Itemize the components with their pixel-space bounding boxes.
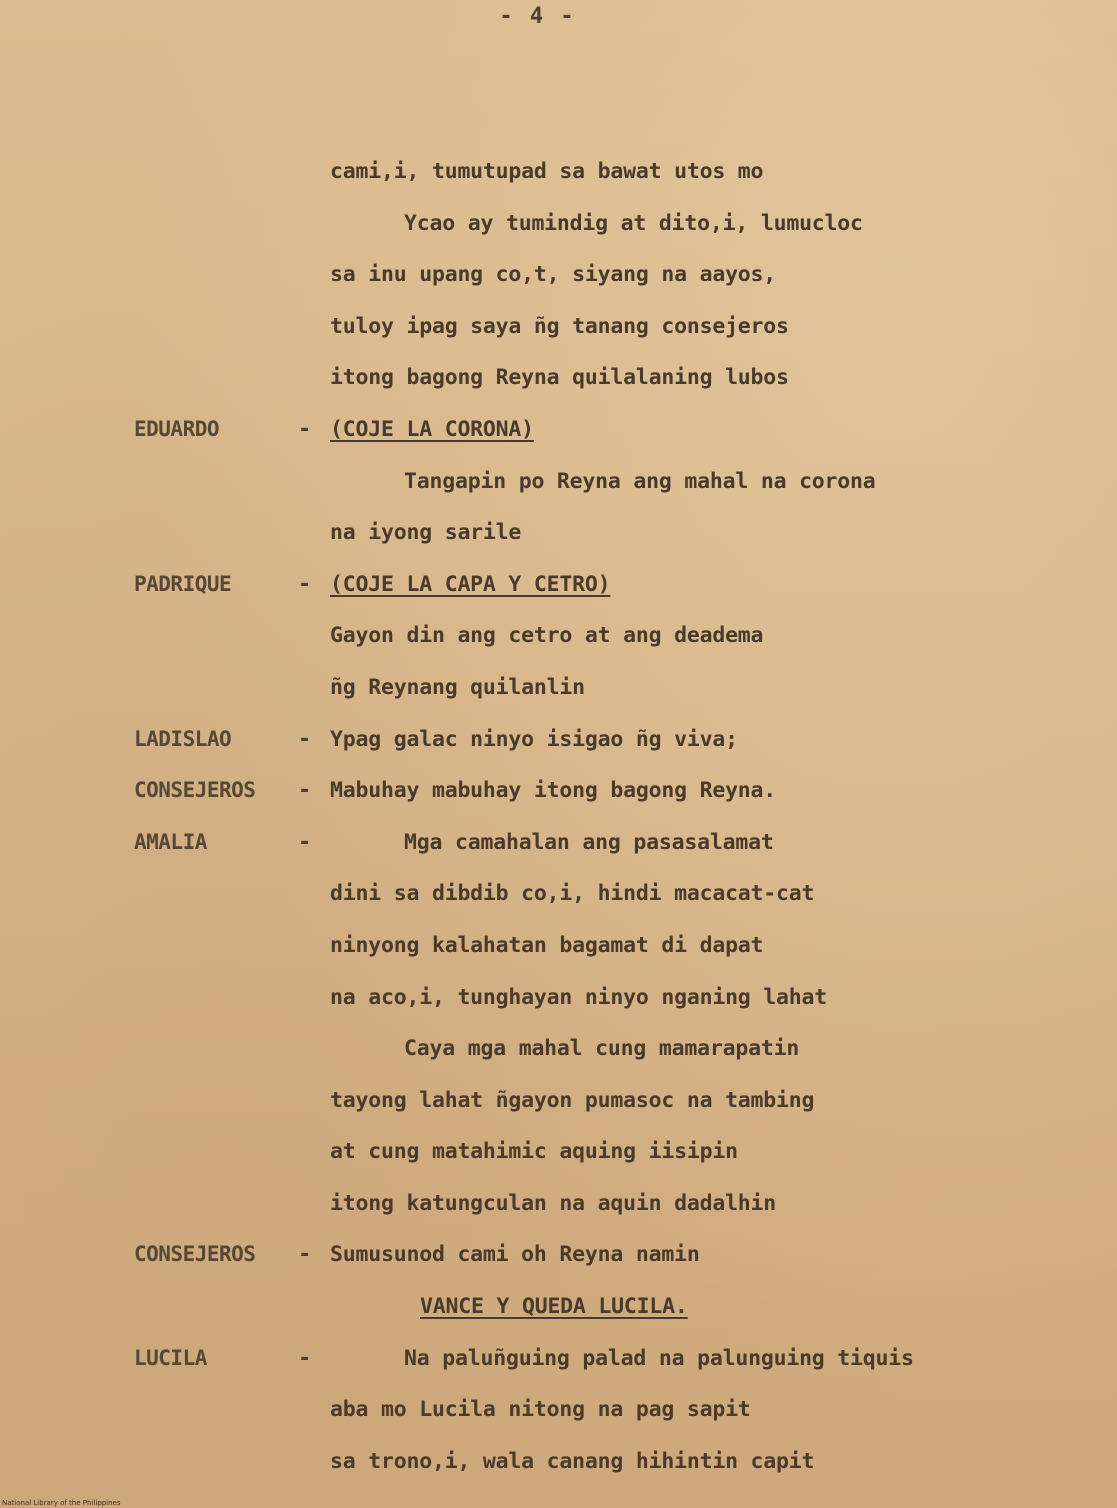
script-line	[0, 404, 1117, 456]
script-line	[0, 559, 1117, 611]
dialogue-text: Na paluñguing palad na palunguing tiquis	[404, 1345, 914, 1371]
stage-direction: VANCE Y QUEDA LUCILA.	[420, 1294, 688, 1320]
speaker-name: LUCILA	[134, 1345, 207, 1370]
dialogue-text: ñg Reynang quilanlin	[330, 674, 585, 700]
script-line	[0, 1023, 1117, 1075]
script-line	[0, 610, 1117, 662]
speaker-name: CONSEJEROS	[134, 778, 256, 803]
dialogue-text: Ypag galac ninyo isigao ñg viva;	[330, 726, 738, 752]
dialogue-text: cami,i, tumutupad sa bawat utos mo	[330, 159, 764, 184]
script-line	[0, 765, 1117, 817]
dialogue-text: aba mo Lucila nitong na pag sapit	[330, 1397, 751, 1423]
script-line	[0, 1229, 1117, 1281]
dialogue-text: Mabuhay mabuhay itong bagong Reyna.	[330, 778, 777, 804]
dialogue-text: ninyong kalahatan bagamat di dapat	[330, 932, 764, 958]
script-line	[0, 1384, 1117, 1436]
dialogue-text: Mga camahalan ang pasasalamat	[404, 829, 774, 855]
dialogue-text: Tangapin po Reyna ang mahal na corona	[404, 468, 876, 494]
dialogue-text: tuloy ipag saya ñg tanang consejeros	[330, 313, 789, 339]
script-line	[0, 146, 1117, 198]
script-line	[0, 456, 1117, 508]
dialogue-text: dini sa dibdib co,i, hindi macacat-cat	[330, 881, 815, 907]
speaker-name: PADRIQUE	[134, 571, 232, 596]
speaker-dash: -	[298, 829, 312, 855]
script-line	[0, 1075, 1117, 1127]
script-line	[0, 868, 1117, 920]
script-line	[0, 1281, 1117, 1333]
script-line	[0, 198, 1117, 250]
script-body	[0, 146, 1117, 1487]
page-number: - 4 -	[499, 4, 576, 29]
script-line	[0, 972, 1117, 1024]
script-line	[0, 1333, 1117, 1385]
dialogue-text: Caya mga mahal cung mamarapatin	[404, 1036, 800, 1062]
script-line	[0, 249, 1117, 301]
speaker-dash: -	[298, 571, 312, 597]
dialogue-text: na iyong sarile	[330, 520, 522, 546]
dialogue-text: Ycao ay tumindig at dito,i, lumucloc	[404, 210, 863, 236]
script-line	[0, 714, 1117, 766]
speaker-name: LADISLAO	[134, 726, 232, 751]
dialogue-text: itong bagong Reyna quilalaning lubos	[330, 365, 789, 391]
dialogue-text: sa inu upang co,t, siyang na aayos,	[330, 262, 777, 288]
dialogue-text: sa trono,i, wala canang hihintin capit	[330, 1448, 815, 1474]
dialogue-text: na aco,i, tunghayan ninyo nganing lahat	[330, 984, 828, 1010]
stage-direction: (COJE LA CAPA Y CETRO)	[330, 571, 611, 597]
script-line	[0, 1436, 1117, 1488]
archive-credit: National Library of the Philippines	[2, 1499, 121, 1507]
dialogue-text: Gayon din ang cetro at ang deadema	[330, 623, 764, 649]
stage-direction: (COJE LA CORONA)	[330, 416, 534, 442]
dialogue-text: tayong lahat ñgayon pumasoc na tambing	[330, 1087, 815, 1113]
script-line	[0, 1126, 1117, 1178]
speaker-name: AMALIA	[134, 829, 207, 854]
script-line	[0, 662, 1117, 714]
speaker-dash: -	[298, 778, 312, 804]
script-line	[0, 1178, 1117, 1230]
script-line	[0, 352, 1117, 404]
dialogue-text: itong katungculan na aquin dadalhin	[330, 1190, 777, 1216]
dialogue-text: at cung matahimic aquing iisipin	[330, 1139, 738, 1165]
script-line	[0, 507, 1117, 559]
script-line	[0, 301, 1117, 353]
speaker-name: CONSEJEROS	[134, 1242, 256, 1267]
speaker-dash: -	[298, 726, 312, 752]
dialogue-text: Sumusunod cami oh Reyna namin	[330, 1242, 700, 1268]
script-line	[0, 817, 1117, 869]
speaker-dash: -	[298, 1242, 312, 1268]
speaker-dash: -	[298, 416, 312, 442]
speaker-name: EDUARDO	[134, 416, 220, 441]
speaker-dash: -	[298, 1345, 312, 1371]
script-line	[0, 920, 1117, 972]
